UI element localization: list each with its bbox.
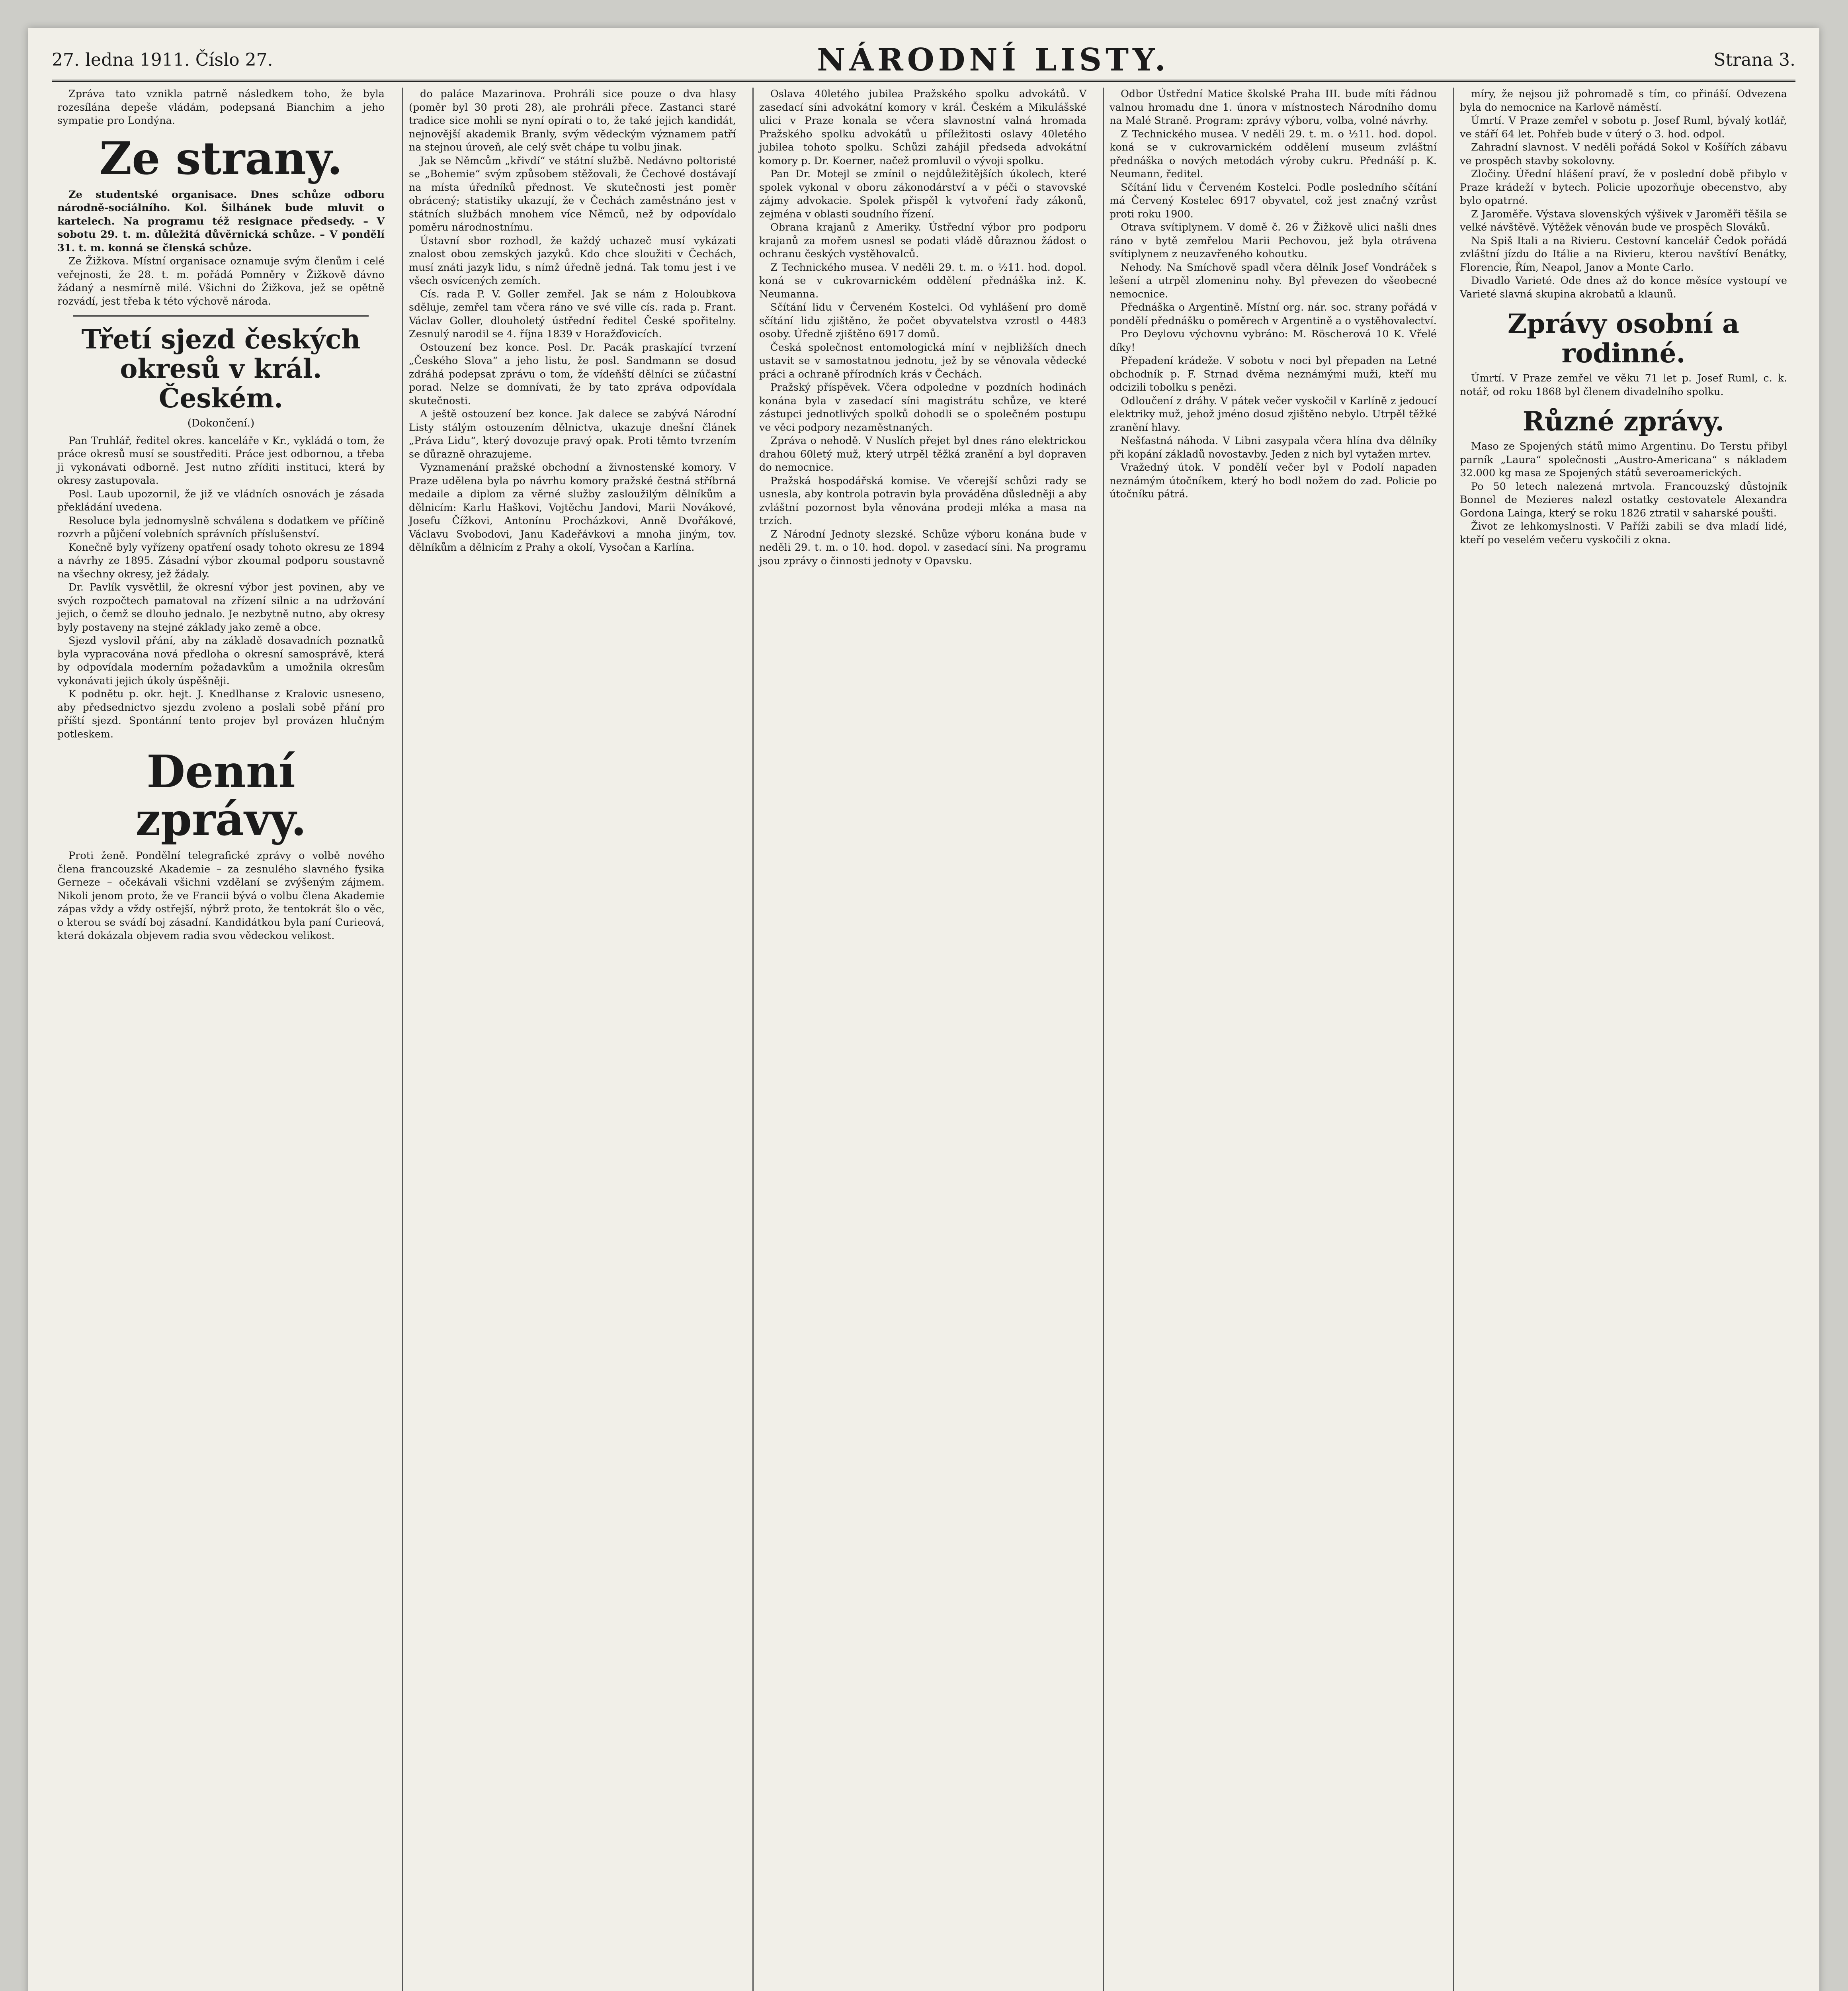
column-2 bbox=[402, 88, 742, 1991]
article-text: Ostouzení bez konce. Posl. Dr. Pacák praskající tvrzení „Českého Slova“ a jeho listu, že posl. Sandmann se dosud zdráhá podepsat zprávu o tom, že vídeňští dělníci se zúčastní porad. Nelze se domnívati, že by tato zpráva odpovídala skutečnosti. bbox=[409, 341, 736, 407]
article-text: Pan Truhlář, ředitel okres. kanceláře v Kr., vykládá o tom, že práce okresů musí se soustřediti. Práce jest odbornou, a třeba ji vykonávati odborně. Jest nutno zříditi instituci, která by okresy zastupovala. bbox=[57, 434, 385, 487]
article-text: Z Národní Jednoty slezské. Schůze výboru konána bude v neděli 29. t. m. o 10. hod. dopol. v zasedací síni. Na programu jsou zprávy o činnosti jednoty v Opavsku. bbox=[759, 528, 1086, 567]
page-number: Strana 3. bbox=[1713, 49, 1795, 70]
article-text: Přepadení krádeže. V sobotu v noci byl přepaden na Letné obchodník p. F. Strnad dvěma neznámými muži, kteří mu odcizili tobolku s penězi. bbox=[1110, 355, 1437, 393]
columns bbox=[52, 88, 1795, 1991]
article-text: Zpráva o nehodě. V Nuslích přejet byl dnes ráno elektrickou drahou 60letý muž, který utrpěl těžká zranění a byl dopraven do nemocnice. bbox=[759, 435, 1086, 473]
section-heading: Zprávy osobní a rodinné. bbox=[1508, 308, 1739, 369]
article-text: Pro Deylovu výchovnu vybráno: M. Röscherová 10 K. Vřelé díky! bbox=[1110, 328, 1437, 354]
newspaper-title: NÁRODNÍ LISTY. bbox=[817, 41, 1170, 78]
section-heading: Ze strany. bbox=[99, 132, 343, 185]
article-text: Resoluce byla jednomyslně schválena s dodatkem ve příčině rozvrh a půjčení volebních správních příslušenství. bbox=[57, 514, 385, 540]
article-text: Ze Žižkova. Místní organisace oznamuje svým členům i celé veřejnosti, že 28. t. m. pořádá Pomněry v Žižkově dávno žádaný a nesmírně milé. Všichni do Žižkova, jež se opětně rozvádí, jest třeba k této výchově národa. bbox=[57, 255, 385, 307]
article-text: Zahradní slavnost. V neděli pořádá Sokol v Košířích zábavu ve prospěch stavby sokolovny. bbox=[1460, 141, 1787, 167]
article-text: Zločiny. Úřední hlášení praví, že v poslední době přibylo v Praze krádeží v bytech. Policie upozorňuje obecenstvo, aby bylo opatrné. bbox=[1460, 168, 1787, 207]
article-text: Nehody. Na Smíchově spadl včera dělník Josef Vondráček s lešení a utrpěl zlomeninu nohy. Byl převezen do všeobecné nemocnice. bbox=[1110, 261, 1437, 300]
article-text: Jak se Němcům „křivdí“ ve státní službě. Nedávno poltoristé se „Bohemie“ svým způsobem stěžovali, že Čechové dostávají na místa úředníků přednost. Ve skutečnosti jest poměr obrácený; statistiky ukazují, že v Čechách zaměstnáno jest v státních službách mnohem více Němců, než by odpovídalo poměru národnostnímu. bbox=[409, 155, 736, 233]
column-5 bbox=[1453, 88, 1793, 1991]
article-text: Z Jaroměře. Výstava slovenských výšivek v Jaroměři těšila se velké návštěvě. Výtěžek věnován bude ve prospěch Slováků. bbox=[1460, 208, 1787, 233]
article-text: Proti ženě. Pondělní telegrafické zprávy o volbě nového člena francouzské Akademie – za zesnulého slavného fysika Gerneze – očekávali všichni vzdělaní se zvýšeným zájmem. Nikoli jenom proto, že ve Francii bývá o volbu člena Akademie zápas vždy a vždy ostřejší, nýbrž proto, že tentokrát šlo o věc, o kterou se svádí boj zásadní. Kandidátkou byla paní Curieová, která dokázala objevem radia svou vědeckou velikost. bbox=[57, 850, 385, 942]
article-text: Konečně byly vyřízeny opatření osady tohoto okresu ze 1894 a návrhy ze 1895. Zásadní výbor zkoumal podporu soustavně na všechny okresy, jež žádaly. bbox=[57, 541, 385, 580]
article-text: Sčítání lidu v Červeném Kostelci. Podle posledního sčítání má Červený Kostelec 6917 obyvatel, což jest značný vzrůst proti roku 1900. bbox=[1110, 181, 1437, 220]
article-text: Z Technického musea. V neděli 29. t. m. o ½11. hod. dopol. koná se v cukrovarnickém oddělení museum zvláštní přednáška o nových metodách výroby cukru. Přednáší p. K. Neumann, ředitel. bbox=[1110, 128, 1437, 180]
article-text: Úmrtí. V Praze zemřel ve věku 71 let p. Josef Ruml, c. k. notář, od roku 1868 byl členem divadelního spolku. bbox=[1460, 372, 1787, 398]
article-subheading: (Dokončení.) bbox=[187, 417, 255, 429]
article-text: Z Technického musea. V neděli 29. t. m. o ½11. hod. dopol. koná se v cukrovarnickém oddělení přednáška inž. K. Neumanna. bbox=[759, 261, 1086, 300]
article-text: Zpráva tato vznikla patrně následkem toho, že byla rozesílána depeše vládám, podepsaná Bianchim a jeho sympatie pro Londýna. bbox=[57, 88, 385, 127]
article-text: Úmrtí. V Praze zemřel v sobotu p. Josef Ruml, bývalý kotlář, ve stáří 64 let. Pohřeb bude v úterý o 3. hod. odpol. bbox=[1460, 115, 1787, 140]
article-text: Pražský příspěvek. Včera odpoledne v pozdních hodinách konána byla v zasedací síni magistrátu schůze, ve které zástupci jednotlivých spolků dohodli se o společném postupu ve věci podpory nezaměstnaných. bbox=[759, 381, 1086, 434]
article-text: Maso ze Spojených států mimo Argentinu. Do Terstu přibyl parník „Laura“ společnosti „Austro-Americana“ s nákladem 32.000 kg masa ze Spojených států severoamerických. bbox=[1460, 440, 1787, 479]
article-text: Sčítání lidu v Červeném Kostelci. Od vyhlášení pro domě sčítání lidu zjištěno, že počet obyvatelstva vzrostl o 4483 osoby. Úředně zjištěno 6917 domů. bbox=[759, 301, 1086, 340]
article-text: Vyznamenání pražské obchodní a živnostenské komory. V Praze udělena byla po návrhu komory pražské čestná stříbrná medaile a diplom za věrné služby zasloužilým dělníkům a dělnicím: Karlu Haškovi, Vojtěchu Jandovi, Marii Novákové, Josefu Čížkovi, Antonínu Procházkovi, Anně Dvořákové, Václavu Svobodovi, Janu Kadeřávkovi a mnoha jiným, tov. dělníkům a dělnicím z Prahy a okolí, Vysočan a Karlína. bbox=[409, 462, 736, 553]
article-text: Dr. Pavlík vysvětlil, že okresní výbor jest povinen, aby ve svých rozpočtech pamatoval na zřízení silnic a na udržování jejich, o čemž se dlouho jednalo. Je nezbytně nutno, aby okresy byly postaveny na stejné základy jako země a obce. bbox=[57, 581, 385, 634]
section-heading: Různé zprávy. bbox=[1522, 406, 1725, 437]
article-text: Česká společnost entomologická míní v nejbližších dnech ustavit se v samostatnou jednotu, jež by se věnovala vědecké práci a ochraně přírodních krás v Čechách. bbox=[759, 341, 1086, 380]
article-text: Divadlo Varieté. Ode dnes až do konce měsíce vystoupí ve Varieté slavná skupina akrobatů a klaunů. bbox=[1460, 275, 1787, 300]
article-text: Odbor Ústřední Matice školské Praha III. bude míti řádnou valnou hromadu dne 1. února v místnostech Národního domu na Malé Straně. Program: zprávy výboru, volba, volné návrhy. bbox=[1110, 88, 1437, 127]
column-3 bbox=[752, 88, 1092, 1991]
column-1 bbox=[52, 88, 390, 1991]
article-text: Cís. rada P. V. Goller zemřel. Jak se nám z Holoubkova sděluje, zemřel tam včera ráno ve své ville cís. rada p. Frant. Václav Goller, dlouholetý ústřední ředitel České spořitelny. Zesnulý narodil se 4. října 1839 v Horažďovicích. bbox=[409, 288, 736, 340]
article-text: Přednáška o Argentině. Místní org. nár. soc. strany pořádá v pondělí přednášku o poměrech v Argentině a o vystěhovalectví. bbox=[1110, 301, 1437, 327]
article-heading: Třetí sjezd českých okresů v král. Českém. bbox=[81, 324, 361, 414]
article-text: Nešťastná náhoda. V Libni zasypala včera hlína dva dělníky při kopání základů novostavby. Jeden z nich byl vytažen mrtev. bbox=[1110, 435, 1437, 460]
article-text: Pan Dr. Motejl se zmínil o nejdůležitějších úkolech, které spolek vykonal v oboru zákonodárství a v péči o stavovské zájmy advokacie. Spolek přispěl k vytvoření řady zákonů, zejména v oblasti soudního řízení. bbox=[759, 168, 1086, 220]
article-text: K podnětu p. okr. hejt. J. Knedlhanse z Kralovic usneseno, aby předsednictvo sjezdu zvoleno a poslali sobě přání pro příští sjezd. Spontánní tento projev byl provázen hlučným potleskem. bbox=[57, 688, 385, 740]
masthead bbox=[52, 40, 1795, 82]
article-text: Ústavní sbor rozhodl, že každý uchazeč musí vykázati znalost obou zemských jazyků. Kdo chce sloužiti v Čechách, musí znáti jazyk lidu, s nímž úředně jedná. Tak tomu jest i ve všech osvícených zemích. bbox=[409, 235, 736, 287]
article-text: Po 50 letech nalezená mrtvola. Francouzský důstojník Bonnel de Mezieres nalezl ostatky cestovatele Alexandra Gordona Lainga, který se roku 1826 ztratil v saharské poušti. bbox=[1460, 480, 1787, 519]
article-text: Otrava svítiplynem. V domě č. 26 v Žižkově ulici našli dnes ráno v bytě zemřelou Marii Pechovou, jež byla otrávena svítiplynem z neuzavřeného kohoutku. bbox=[1110, 221, 1437, 260]
article-text: Pražská hospodářská komise. Ve včerejší schůzi rady se usnesla, aby kontrola potravin byla prováděna důsledněji a aby zvláštní pozornost byla věnována prodeji mléka a masa na trzích. bbox=[759, 475, 1086, 527]
divider bbox=[73, 315, 369, 317]
issue-date: 27. ledna 1911. Číslo 27. bbox=[52, 49, 273, 70]
article-text: A ještě ostouzení bez konce. Jak dalece se zabývá Národní Listy stálým ostouzením dělnictva, ukazuje dnešní článek „Práva Lidu“, který dovozuje pravý opak. Proti těmto tvrzením se důrazně ohrazujeme. bbox=[409, 408, 736, 460]
article-text: Na Spiš Itali a na Rivieru. Cestovní kancelář Čedok pořádá zvláštní jízdu do Itálie a na Rivieru, kterou navštíví Benátky, Florencie, Řím, Neapol, Janov a Monte Carlo. bbox=[1460, 235, 1787, 274]
section-heading: Denní zprávy. bbox=[135, 746, 307, 846]
article-text: Odloučení z dráhy. V pátek večer vyskočil v Karlíně z jedoucí elektriky muž, jehož jméno dosud zjištěno nebylo. Utrpěl těžké zranění hlavy. bbox=[1110, 395, 1437, 434]
article-text: Život ze lehkomyslnosti. V Paříži zabili se dva mladí lidé, kteří po veselém večeru vyskočili z okna. bbox=[1460, 520, 1787, 546]
article-text: Ze studentské organisace. Dnes schůze odboru národně-sociálního. Kol. Šilhánek bude mluvit o kartelech. Na programu též resignace předsedy. – V sobotu 29. t. m. důležitá důvěrnická schůze. – V pondělí 31. t. m. konná se členská schůze. bbox=[57, 188, 385, 254]
column-4 bbox=[1103, 88, 1442, 1991]
article-text: Obrana krajanů z Ameriky. Ústřední výbor pro podporu krajanů za mořem usnesl se podati vládě důraznou žádost o ochranu českých vystěhovalců. bbox=[759, 221, 1086, 260]
article-text: Sjezd vyslovil přání, aby na základě dosavadních poznatků byla vypracována nová předloha o okresní samosprávě, která by odpovídala moderním požadavkům a umožnila okresům vykonávati jejich úkoly úspěšněji. bbox=[57, 635, 385, 687]
newspaper-page bbox=[28, 28, 1819, 1991]
article-text: Vražedný útok. V pondělí večer byl v Podolí napaden neznámým útočníkem, který ho bodl nožem do zad. Policie po útočníku pátrá. bbox=[1110, 462, 1437, 500]
article-text: do paláce Mazarinova. Prohráli sice pouze o dva hlasy (poměr byl 30 proti 28), ale prohráli přece. Zastanci staré tradice sice mohli se nyní opírati o to, že také jejich kandidát, nejnovější akademik Branly, svým vědeckým významem patří na stejnou úroveň, ale celý svět chápe tu volbu jinak. bbox=[409, 88, 736, 153]
article-text: Posl. Laub upozornil, že již ve vládních osnovách je zásada překládání uvedena. bbox=[57, 488, 385, 513]
article-text: Oslava 40letého jubilea Pražského spolku advokátů. V zasedací síni advokátní komory v král. Českém a Mikulášské ulici v Praze konala se včera slavnostní valná hromada Pražského spolku advokátů u příležitosti oslavy 40letého jubilea tohoto spolku. Schůzi zahájil předseda advokátní komory p. Dr. Koerner, načež promluvil o vývoji spolku. bbox=[759, 88, 1086, 167]
article-text: míry, že nejsou již pohromadě s tím, co přináší. Odvezena byla do nemocnice na Karlově náměstí. bbox=[1460, 88, 1787, 113]
